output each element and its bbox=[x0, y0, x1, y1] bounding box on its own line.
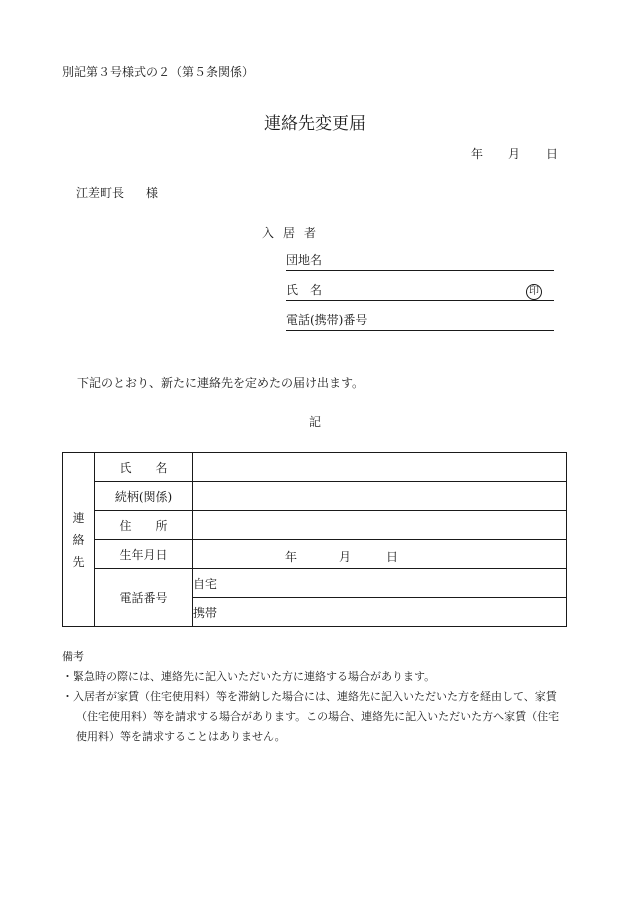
contact-group-label: 連 絡 先 bbox=[63, 453, 95, 627]
form-number: 別記第３号様式の２（第５条関係） bbox=[62, 65, 255, 79]
note-item-continued: 使用料）等を請求することはありません。 bbox=[76, 730, 286, 743]
resident-name-field[interactable] bbox=[286, 283, 554, 301]
document-title: 連絡先変更届 bbox=[264, 114, 366, 134]
housing-complex-label: 団地名 bbox=[286, 253, 323, 267]
contact-name-label: 氏 名 bbox=[95, 453, 193, 482]
note-item: ・緊急時の際には、連絡先に記入いただいた方に連絡する場合があります。 bbox=[62, 670, 436, 683]
table-row bbox=[63, 482, 567, 511]
mobile-phone-label: 電話(携帯)番号 bbox=[286, 313, 368, 327]
ki-heading: 記 bbox=[308, 415, 321, 429]
table-row bbox=[63, 453, 567, 482]
resident-name-label: 氏 名 bbox=[286, 283, 323, 297]
addressee-suffix: 様 bbox=[146, 186, 159, 200]
table-row bbox=[63, 569, 567, 598]
note-item-continued: （住宅使用料）等を請求する場合があります。この場合、連絡先に記入いただいた方へ家賃（住宅 bbox=[76, 710, 560, 723]
mobile-phone-input[interactable] bbox=[193, 598, 567, 627]
home-phone-label: 自宅 bbox=[193, 576, 218, 591]
seal-mark-icon: 印 bbox=[526, 284, 542, 300]
address-label: 住 所 bbox=[95, 511, 193, 540]
home-phone-input[interactable] bbox=[193, 569, 567, 598]
addressee bbox=[76, 187, 158, 199]
birth-month-label: 月 bbox=[339, 550, 352, 564]
statement-text: 下記のとおり、新たに連絡先を定めたの届け出ます。 bbox=[77, 376, 365, 390]
date-year-label: 年 bbox=[471, 147, 484, 161]
notes-heading: 備考 bbox=[62, 650, 84, 663]
mobile-phone-field[interactable] bbox=[286, 313, 554, 331]
table-row bbox=[63, 540, 567, 569]
birthdate-label: 生年月日 bbox=[95, 540, 193, 569]
address-input[interactable] bbox=[193, 511, 567, 540]
resident-heading: 入居者 bbox=[262, 226, 326, 240]
housing-complex-field[interactable] bbox=[286, 253, 554, 271]
table-row bbox=[63, 511, 567, 540]
contact-name-input[interactable] bbox=[193, 453, 567, 482]
relation-input[interactable] bbox=[193, 482, 567, 511]
birth-year-label: 年 bbox=[285, 550, 298, 564]
birthdate-input[interactable] bbox=[193, 540, 567, 569]
relation-label: 続柄(関係) bbox=[95, 482, 193, 511]
date-day-label: 日 bbox=[546, 147, 559, 161]
addressee-name: 江差町長 bbox=[76, 186, 125, 200]
mobile-label: 携帯 bbox=[193, 605, 218, 620]
birth-day-label: 日 bbox=[386, 550, 399, 564]
contact-table bbox=[62, 452, 567, 627]
note-item: ・入居者が家賃（住宅使用料）等を滞納した場合には、連絡先に記入いただいた方を経由して、家賃 bbox=[62, 690, 557, 703]
phone-label: 電話番号 bbox=[95, 569, 193, 627]
date-month-label: 月 bbox=[508, 147, 521, 161]
